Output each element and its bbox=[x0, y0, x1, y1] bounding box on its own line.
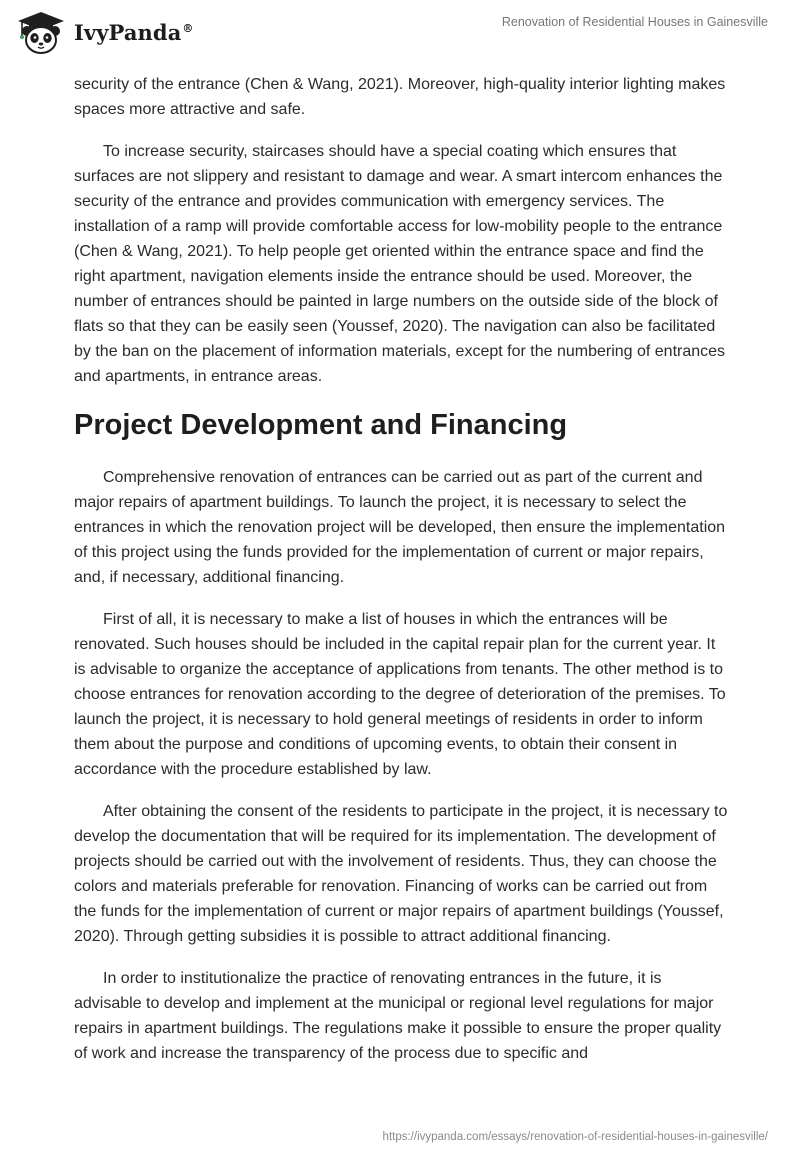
paragraph: security of the entrance (Chen & Wang, 2021). Moreover, high-quality interior lighting makes spaces more attractive and safe. bbox=[74, 76, 726, 118]
source-url[interactable]: https://ivypanda.com/essays/renovation-of-residential-houses-in-gainesville/ bbox=[382, 1131, 768, 1143]
essay-body bbox=[74, 72, 728, 1083]
paragraph: In order to institutionalize the practice of renovating entrances in the future, it is advisable to develop and implement at the municipal or regional level regulations for major repairs in apartment buildings. The regulations make it possible to ensure the proper quality of work and increase the transparency of the process due to specific and bbox=[74, 970, 722, 1062]
registered-mark: ® bbox=[182, 21, 194, 35]
section-heading: Project Development and Financing bbox=[74, 409, 568, 441]
document-title: Renovation of Residential Houses in Gainesville bbox=[501, 15, 768, 29]
paragraph: Comprehensive renovation of entrances can be carried out as part of the current and major repairs of apartment buildings. To launch the project, it is necessary to select the entrances in which the renovation project will be developed, then ensure the implementation of this project using the funds provided for the implementation of current or major repairs, and, if necessary, additional financing. bbox=[74, 469, 726, 586]
paragraph: First of all, it is necessary to make a list of houses in which the entrances will be renovated. Such houses should be included in the capital repair plan for the current year. It is advisable to organize the acceptance of applications from tenants. The other method is to choose entrances for renovation according to the degree of deterioration of the premises. To launch the project, it is necessary to hold general meetings of residents in order to inform them about the purpose and conditions of upcoming events, to obtain their consent in accordance with the procedure established by law. bbox=[74, 611, 726, 778]
brand-name: IvyPanda® bbox=[74, 19, 194, 45]
ivypanda-logo[interactable] bbox=[14, 8, 194, 56]
page-header bbox=[0, 0, 800, 62]
panda-icon bbox=[14, 9, 68, 55]
paragraph: After obtaining the consent of the residents to participate in the project, it is necessary to develop the documentation that will be required for its implementation. The development of projects should be carried out with the involvement of residents. Thus, they can choose the colors and materials preferable for renovation. Financing of works can be carried out from the funds for the implementation of current or major repairs of apartment buildings (Youssef, 2020). Through getting subsidies it is possible to attract additional financing. bbox=[74, 803, 728, 945]
paragraph: To increase security, staircases should have a special coating which ensures that surfaces are not slippery and resistant to damage and wear. A smart intercom enhances the security of the entrance and provides communication with emergency services. The installation of a ramp will provide comfortable access for low-mobility people to the entrance (Chen & Wang, 2021). To help people get oriented within the entrance space and find the right apartment, navigation elements inside the entrance should be used. Moreover, the number of entrances should be painted in large numbers on the outside side of the block of flats so that they can be easily seen (Youssef, 2020). The navigation can also be facilitated by the ban on the placement of information materials, except for the numbering of entrances and apartments, in entrance areas. bbox=[74, 143, 726, 385]
